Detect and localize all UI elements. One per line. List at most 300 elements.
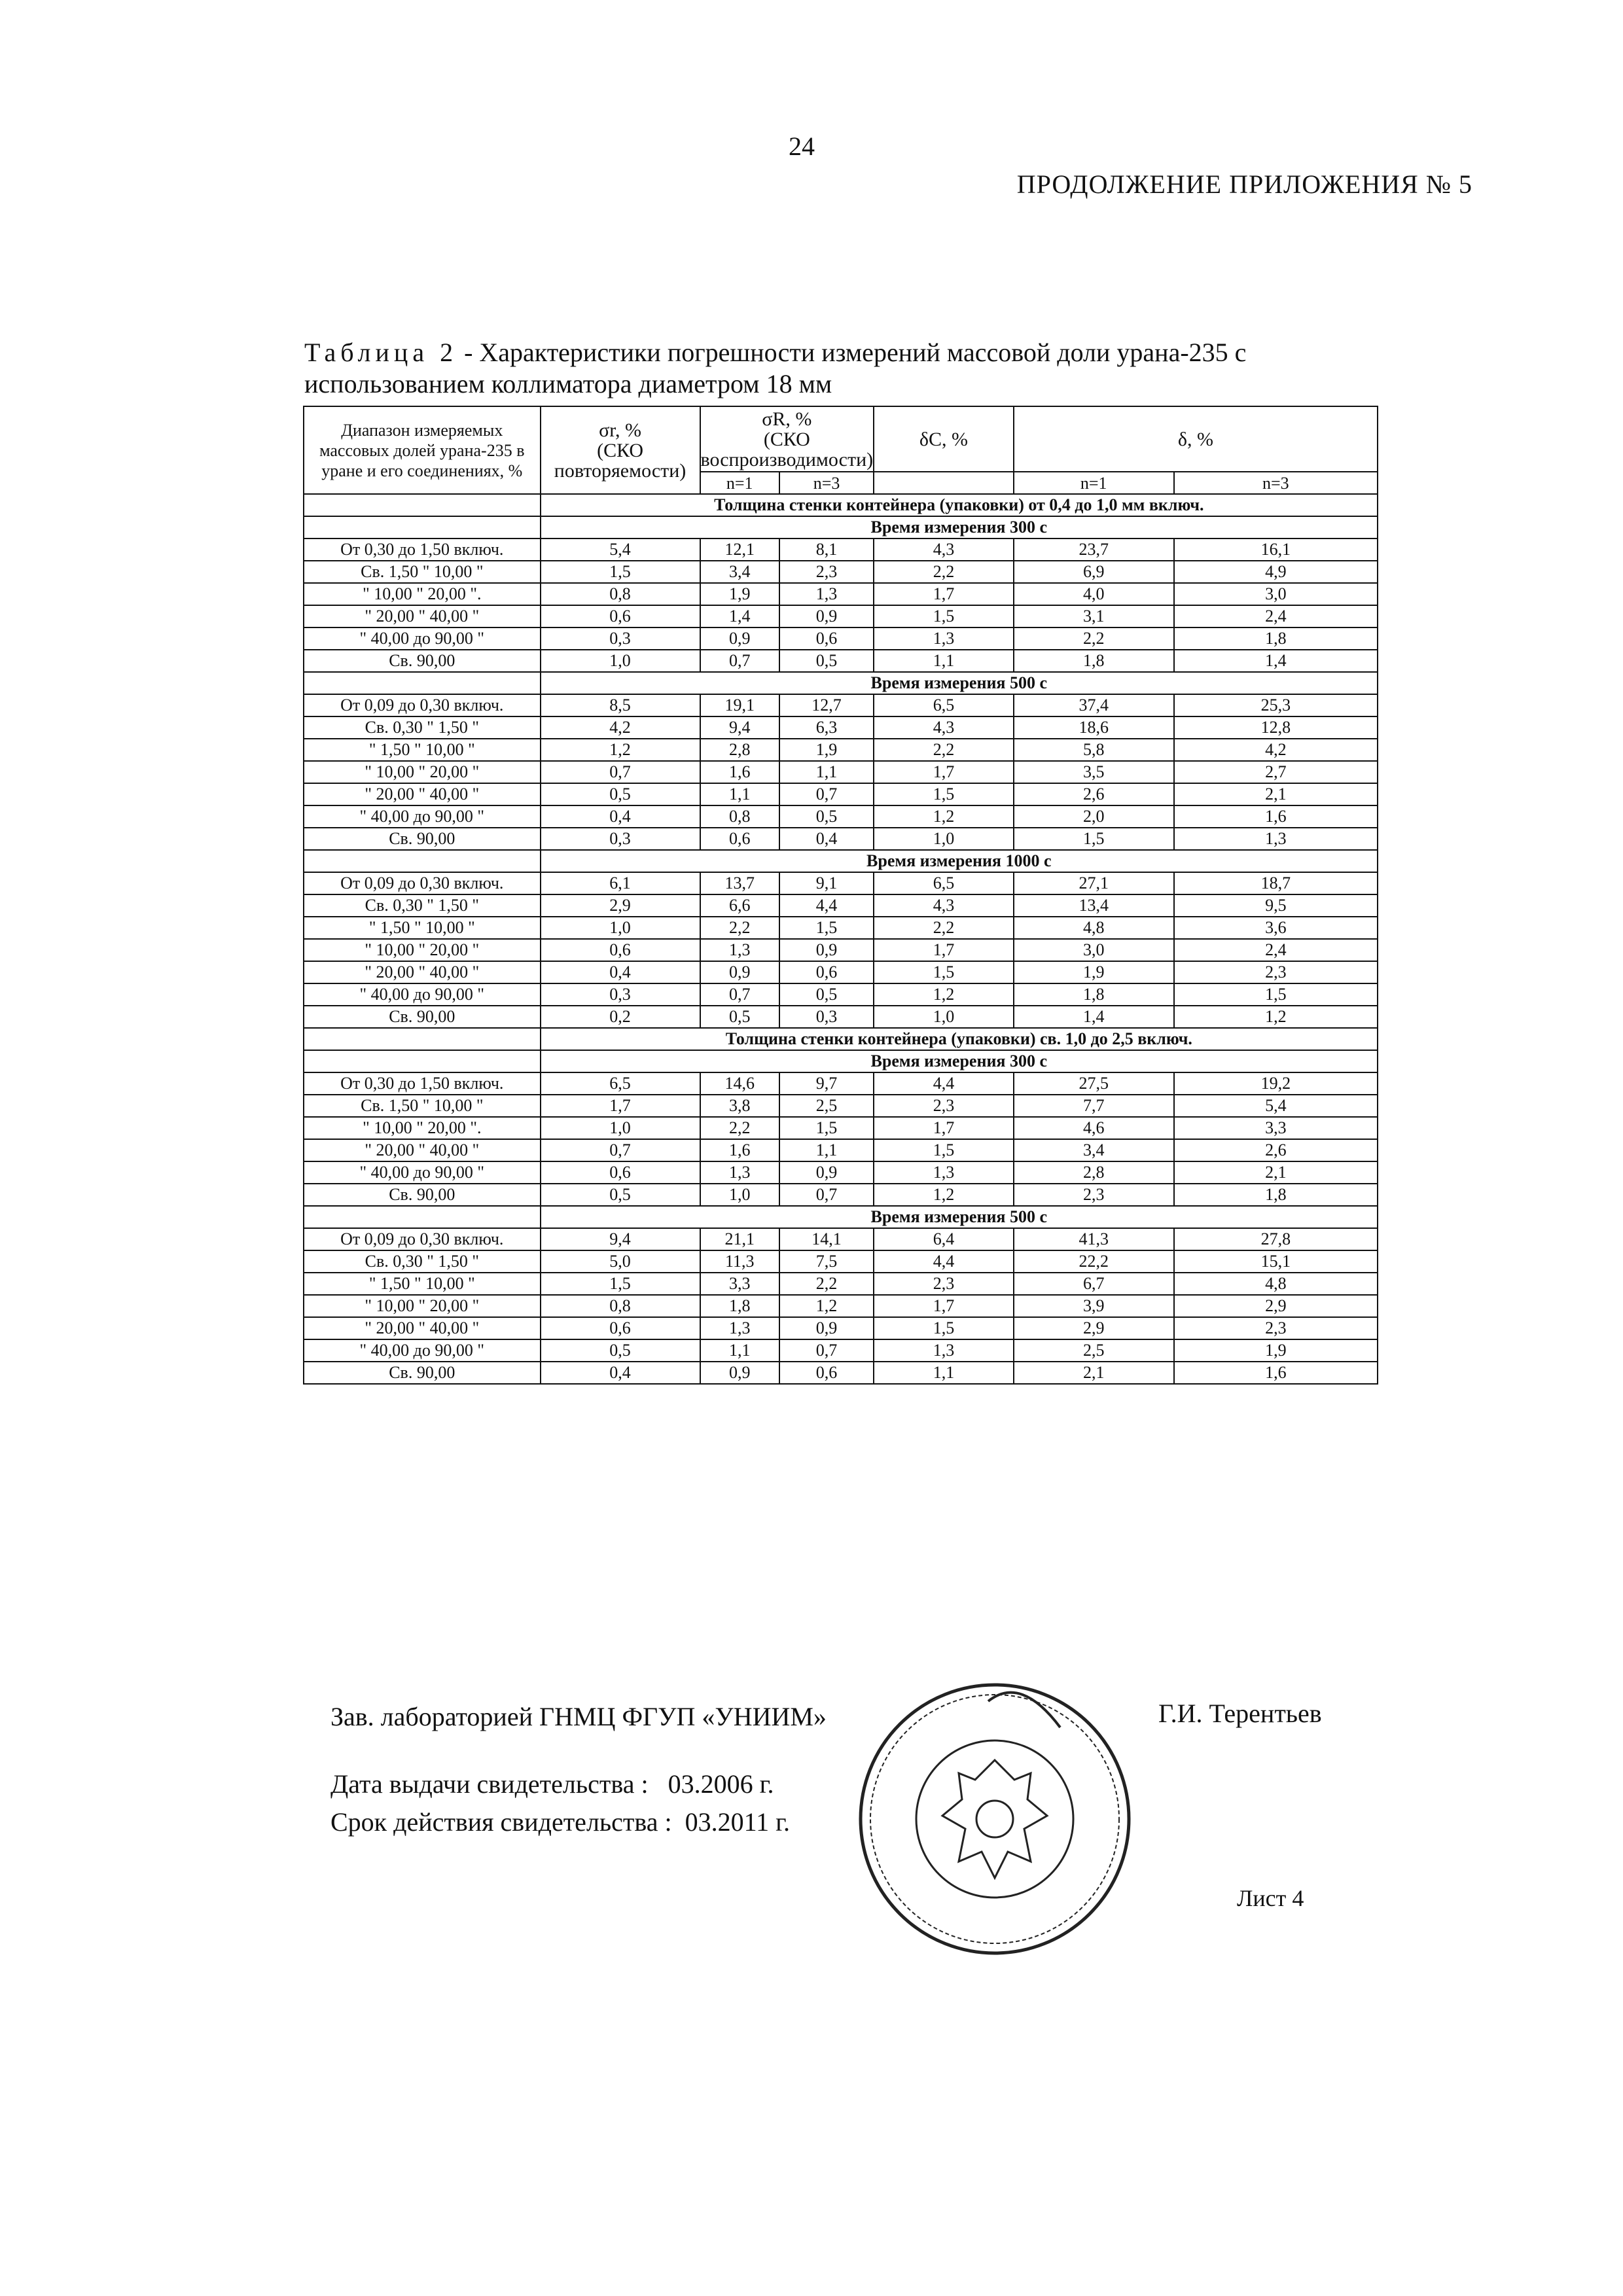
- value-cell: 1,7: [541, 1095, 700, 1117]
- table-row: [304, 605, 1378, 627]
- value-cell: 0,7: [779, 1184, 874, 1206]
- range-cell: " 10,00 " 20,00 ": [304, 939, 541, 961]
- section-title: Толщина стенки контейнера (упаковки) св. 1,0 до 2,5 включ.: [541, 1028, 1378, 1050]
- value-cell: 18,6: [1014, 716, 1174, 739]
- range-cell: " 10,00 " 20,00 ".: [304, 1117, 541, 1139]
- value-cell: 1,3: [779, 583, 874, 605]
- section-row-spacer: [304, 1028, 541, 1050]
- value-cell: 0,8: [541, 583, 700, 605]
- range-cell: Св. 90,00: [304, 1184, 541, 1206]
- range-cell: " 10,00 " 20,00 ": [304, 761, 541, 783]
- value-cell: 0,7: [541, 1139, 700, 1161]
- range-cell: Св. 1,50 " 10,00 ": [304, 1095, 541, 1117]
- value-cell: 0,3: [541, 828, 700, 850]
- value-cell: 0,3: [541, 627, 700, 650]
- time-row-spacer: [304, 850, 541, 872]
- range-cell: Св. 90,00: [304, 1362, 541, 1384]
- value-cell: 4,8: [1174, 1273, 1378, 1295]
- value-cell: 0,9: [779, 1317, 874, 1339]
- table-caption: [304, 337, 1391, 400]
- value-cell: 2,1: [1014, 1362, 1174, 1384]
- value-cell: 6,3: [779, 716, 874, 739]
- value-cell: 15,1: [1174, 1250, 1378, 1273]
- table-row: [304, 539, 1378, 561]
- range-cell: От 0,30 до 1,50 включ.: [304, 539, 541, 561]
- table-row: [304, 627, 1378, 650]
- value-cell: 1,2: [874, 805, 1014, 828]
- value-cell: 5,4: [541, 539, 700, 561]
- value-cell: 1,2: [1174, 1006, 1378, 1028]
- time-row-spacer: [304, 672, 541, 694]
- section-row-spacer: [304, 494, 541, 516]
- issue-date-label: Дата выдачи свидетельства :: [330, 1769, 649, 1799]
- value-cell: 1,2: [541, 739, 700, 761]
- header-sigma-R-n1: n=1: [700, 472, 779, 494]
- value-cell: 2,6: [1014, 783, 1174, 805]
- header-sigma-r: [541, 406, 700, 494]
- table-row: [304, 872, 1378, 894]
- value-cell: 1,2: [874, 1184, 1014, 1206]
- value-cell: 6,4: [874, 1228, 1014, 1250]
- value-cell: 3,9: [1014, 1295, 1174, 1317]
- value-cell: 12,7: [779, 694, 874, 716]
- value-cell: 8,1: [779, 539, 874, 561]
- section-row: [304, 1028, 1378, 1050]
- value-cell: 2,9: [541, 894, 700, 917]
- table-row: [304, 1228, 1378, 1250]
- range-cell: " 20,00 " 40,00 ": [304, 783, 541, 805]
- table-row: [304, 1362, 1378, 1384]
- value-cell: 8,5: [541, 694, 700, 716]
- value-cell: 4,3: [874, 716, 1014, 739]
- value-cell: 5,8: [1014, 739, 1174, 761]
- value-cell: 27,8: [1174, 1228, 1378, 1250]
- value-cell: 2,5: [779, 1095, 874, 1117]
- value-cell: 9,4: [700, 716, 779, 739]
- table-row: [304, 894, 1378, 917]
- value-cell: 0,5: [541, 1339, 700, 1362]
- header-delta-n1: n=1: [1014, 472, 1174, 494]
- range-cell: Св. 0,30 " 1,50 ": [304, 716, 541, 739]
- value-cell: 16,1: [1174, 539, 1378, 561]
- signer-name: Г.И. Терентьев: [1158, 1699, 1322, 1728]
- value-cell: 1,1: [874, 1362, 1014, 1384]
- value-cell: 9,1: [779, 872, 874, 894]
- uncertainty-table: [303, 406, 1378, 1385]
- value-cell: 3,3: [700, 1273, 779, 1295]
- value-cell: 2,4: [1174, 939, 1378, 961]
- value-cell: 1,1: [700, 783, 779, 805]
- range-cell: От 0,09 до 0,30 включ.: [304, 694, 541, 716]
- value-cell: 27,1: [1014, 872, 1174, 894]
- table-row: [304, 828, 1378, 850]
- value-cell: 0,5: [700, 1006, 779, 1028]
- header-sigma-R-sub: (СКО воспроизводимости): [700, 428, 874, 470]
- time-row: [304, 850, 1378, 872]
- value-cell: 2,9: [1174, 1295, 1378, 1317]
- value-cell: 1,0: [874, 1006, 1014, 1028]
- value-cell: 2,6: [1174, 1139, 1378, 1161]
- value-cell: 1,4: [1174, 650, 1378, 672]
- value-cell: 1,0: [541, 917, 700, 939]
- table-row: [304, 1250, 1378, 1273]
- value-cell: 0,4: [541, 961, 700, 983]
- value-cell: 1,1: [874, 650, 1014, 672]
- value-cell: 22,2: [1014, 1250, 1174, 1273]
- time-row: [304, 1206, 1378, 1228]
- value-cell: 1,6: [700, 761, 779, 783]
- value-cell: 5,4: [1174, 1095, 1378, 1117]
- value-cell: 1,2: [874, 983, 1014, 1006]
- value-cell: 1,1: [779, 761, 874, 783]
- value-cell: 6,1: [541, 872, 700, 894]
- value-cell: 1,3: [874, 627, 1014, 650]
- table-row: [304, 1095, 1378, 1117]
- value-cell: 0,3: [779, 1006, 874, 1028]
- value-cell: 1,0: [874, 828, 1014, 850]
- value-cell: 9,7: [779, 1072, 874, 1095]
- value-cell: 1,4: [1014, 1006, 1174, 1028]
- value-cell: 1,8: [1014, 650, 1174, 672]
- value-cell: 14,6: [700, 1072, 779, 1095]
- value-cell: 13,4: [1014, 894, 1174, 917]
- range-cell: " 10,00 " 20,00 ".: [304, 583, 541, 605]
- value-cell: 2,9: [1014, 1317, 1174, 1339]
- header-delta-c-empty: [874, 472, 1014, 494]
- value-cell: 1,8: [1014, 983, 1174, 1006]
- range-cell: " 1,50 " 10,00 ": [304, 917, 541, 939]
- value-cell: 1,7: [874, 1117, 1014, 1139]
- value-cell: 2,3: [874, 1273, 1014, 1295]
- header-sigma-R-n3: n=3: [779, 472, 874, 494]
- value-cell: 6,9: [1014, 561, 1174, 583]
- value-cell: 1,0: [541, 1117, 700, 1139]
- value-cell: 4,0: [1014, 583, 1174, 605]
- value-cell: 4,9: [1174, 561, 1378, 583]
- value-cell: 1,5: [541, 561, 700, 583]
- value-cell: 0,8: [541, 1295, 700, 1317]
- value-cell: 1,0: [541, 650, 700, 672]
- table-row: [304, 917, 1378, 939]
- value-cell: 4,3: [874, 894, 1014, 917]
- value-cell: 3,4: [700, 561, 779, 583]
- range-cell: " 20,00 " 40,00 ": [304, 1139, 541, 1161]
- value-cell: 1,7: [874, 1295, 1014, 1317]
- header-range: Диапазон измеряемых массовых долей урана-235 в уране и его соединениях, %: [304, 406, 541, 494]
- value-cell: 2,5: [1014, 1339, 1174, 1362]
- value-cell: 6,5: [874, 872, 1014, 894]
- table-row: [304, 1273, 1378, 1295]
- value-cell: 0,9: [779, 605, 874, 627]
- value-cell: 1,3: [874, 1161, 1014, 1184]
- value-cell: 4,3: [874, 539, 1014, 561]
- range-cell: " 40,00 до 90,00 ": [304, 805, 541, 828]
- table-row: [304, 561, 1378, 583]
- validity-value: 03.2011 г.: [685, 1807, 791, 1837]
- value-cell: 1,7: [874, 761, 1014, 783]
- value-cell: 0,9: [779, 939, 874, 961]
- value-cell: 0,9: [779, 1161, 874, 1184]
- value-cell: 1,7: [874, 583, 1014, 605]
- range-cell: Св. 0,30 " 1,50 ": [304, 894, 541, 917]
- value-cell: 1,3: [700, 1317, 779, 1339]
- value-cell: 4,6: [1014, 1117, 1174, 1139]
- value-cell: 2,8: [700, 739, 779, 761]
- official-seal-stamp: [851, 1675, 1139, 1963]
- value-cell: 0,8: [700, 805, 779, 828]
- value-cell: 1,6: [1174, 805, 1378, 828]
- value-cell: 0,9: [700, 961, 779, 983]
- range-cell: От 0,09 до 0,30 включ.: [304, 1228, 541, 1250]
- table-row: [304, 1117, 1378, 1139]
- table-row: [304, 805, 1378, 828]
- value-cell: 2,3: [779, 561, 874, 583]
- value-cell: 0,5: [541, 1184, 700, 1206]
- table-row: [304, 1161, 1378, 1184]
- value-cell: 4,8: [1014, 917, 1174, 939]
- table-row: [304, 694, 1378, 716]
- table-row: [304, 583, 1378, 605]
- lab-head-line: Зав. лабораторией ГНМЦ ФГУП «УНИИМ»: [330, 1702, 827, 1731]
- value-cell: 12,8: [1174, 716, 1378, 739]
- value-cell: 0,6: [541, 1317, 700, 1339]
- value-cell: 2,2: [700, 1117, 779, 1139]
- header-sigma-R-symbol: σR, %: [762, 408, 812, 430]
- value-cell: 2,1: [1174, 1161, 1378, 1184]
- validity-label: Срок действия свидетельства :: [330, 1807, 672, 1837]
- table-row: [304, 761, 1378, 783]
- value-cell: 1,0: [700, 1184, 779, 1206]
- value-cell: 1,5: [874, 783, 1014, 805]
- section-title: Толщина стенки контейнера (упаковки) от 0,4 до 1,0 мм включ.: [541, 494, 1378, 516]
- table-row: [304, 783, 1378, 805]
- value-cell: 0,3: [541, 983, 700, 1006]
- range-cell: " 20,00 " 40,00 ": [304, 961, 541, 983]
- range-cell: " 40,00 до 90,00 ": [304, 627, 541, 650]
- time-row: [304, 672, 1378, 694]
- value-cell: 1,4: [700, 605, 779, 627]
- value-cell: 1,3: [874, 1339, 1014, 1362]
- table-body: [304, 494, 1378, 1384]
- value-cell: 1,9: [779, 739, 874, 761]
- value-cell: 2,3: [1174, 961, 1378, 983]
- value-cell: 3,4: [1014, 1139, 1174, 1161]
- page-number: 24: [789, 132, 815, 161]
- measurement-time: Время измерения 1000 с: [541, 850, 1378, 872]
- value-cell: 6,7: [1014, 1273, 1174, 1295]
- value-cell: 1,6: [700, 1139, 779, 1161]
- value-cell: 19,1: [700, 694, 779, 716]
- table-row: [304, 739, 1378, 761]
- value-cell: 1,2: [779, 1295, 874, 1317]
- value-cell: 19,2: [1174, 1072, 1378, 1095]
- range-cell: Св. 90,00: [304, 650, 541, 672]
- value-cell: 9,4: [541, 1228, 700, 1250]
- table-row: [304, 1295, 1378, 1317]
- range-cell: Св. 0,30 " 1,50 ": [304, 1250, 541, 1273]
- time-row: [304, 1050, 1378, 1072]
- value-cell: 0,4: [541, 805, 700, 828]
- value-cell: 3,8: [700, 1095, 779, 1117]
- table-row: [304, 650, 1378, 672]
- value-cell: 13,7: [700, 872, 779, 894]
- value-cell: 2,2: [700, 917, 779, 939]
- value-cell: 0,6: [541, 605, 700, 627]
- measurement-time: Время измерения 300 с: [541, 1050, 1378, 1072]
- measurement-time: Время измерения 500 с: [541, 1206, 1378, 1228]
- value-cell: 1,5: [874, 1317, 1014, 1339]
- value-cell: 14,1: [779, 1228, 874, 1250]
- value-cell: 1,8: [1174, 1184, 1378, 1206]
- value-cell: 1,5: [1174, 983, 1378, 1006]
- table-row: [304, 1339, 1378, 1362]
- table-row: [304, 961, 1378, 983]
- value-cell: 18,7: [1174, 872, 1378, 894]
- sheet-number: Лист 4: [1237, 1885, 1304, 1911]
- value-cell: 6,5: [874, 694, 1014, 716]
- range-cell: Св. 1,50 " 10,00 ": [304, 561, 541, 583]
- value-cell: 0,5: [779, 805, 874, 828]
- value-cell: 2,3: [1014, 1184, 1174, 1206]
- value-cell: 1,9: [700, 583, 779, 605]
- value-cell: 7,5: [779, 1250, 874, 1273]
- value-cell: 21,1: [700, 1228, 779, 1250]
- range-cell: " 20,00 " 40,00 ": [304, 605, 541, 627]
- value-cell: 2,7: [1174, 761, 1378, 783]
- value-cell: 3,6: [1174, 917, 1378, 939]
- value-cell: 2,0: [1014, 805, 1174, 828]
- appendix-continuation-heading: ПРОДОЛЖЕНИЕ ПРИЛОЖЕНИЯ № 5: [1016, 169, 1472, 199]
- range-cell: Св. 90,00: [304, 1006, 541, 1028]
- value-cell: 12,1: [700, 539, 779, 561]
- value-cell: 0,6: [779, 627, 874, 650]
- table-row: [304, 939, 1378, 961]
- value-cell: 1,8: [1174, 627, 1378, 650]
- value-cell: 9,5: [1174, 894, 1378, 917]
- range-cell: " 1,50 " 10,00 ": [304, 739, 541, 761]
- value-cell: 0,6: [541, 1161, 700, 1184]
- value-cell: 3,3: [1174, 1117, 1378, 1139]
- range-cell: Св. 90,00: [304, 828, 541, 850]
- value-cell: 0,7: [779, 1339, 874, 1362]
- value-cell: 1,3: [700, 1161, 779, 1184]
- value-cell: 0,6: [541, 939, 700, 961]
- value-cell: 3,0: [1014, 939, 1174, 961]
- value-cell: 4,4: [779, 894, 874, 917]
- value-cell: 7,7: [1014, 1095, 1174, 1117]
- range-cell: От 0,09 до 0,30 включ.: [304, 872, 541, 894]
- value-cell: 3,0: [1174, 583, 1378, 605]
- value-cell: 2,3: [874, 1095, 1014, 1117]
- header-sigma-r-sub: (СКО повторяемости): [554, 439, 687, 482]
- validity-line: [330, 1803, 827, 1841]
- value-cell: 25,3: [1174, 694, 1378, 716]
- value-cell: 1,5: [779, 1117, 874, 1139]
- value-cell: 6,6: [700, 894, 779, 917]
- value-cell: 1,1: [700, 1339, 779, 1362]
- value-cell: 1,5: [779, 917, 874, 939]
- value-cell: 1,9: [1014, 961, 1174, 983]
- measurement-time: Время измерения 500 с: [541, 672, 1378, 694]
- value-cell: 0,7: [700, 983, 779, 1006]
- value-cell: 0,4: [779, 828, 874, 850]
- range-cell: " 10,00 " 20,00 ": [304, 1295, 541, 1317]
- value-cell: 1,8: [700, 1295, 779, 1317]
- table-row: [304, 1317, 1378, 1339]
- value-cell: 27,5: [1014, 1072, 1174, 1095]
- value-cell: 41,3: [1014, 1228, 1174, 1250]
- header-delta-c: δC, %: [874, 406, 1014, 472]
- time-row-spacer: [304, 516, 541, 539]
- value-cell: 0,5: [779, 650, 874, 672]
- table-caption-text: - Характеристики погрешности измерений массовой доли урана-235 с использованием коллиматора диаметром 18 мм: [304, 338, 1247, 398]
- value-cell: 5,0: [541, 1250, 700, 1273]
- table-row: [304, 716, 1378, 739]
- value-cell: 4,2: [1174, 739, 1378, 761]
- measurement-time: Время измерения 300 с: [541, 516, 1378, 539]
- value-cell: 2,2: [1014, 627, 1174, 650]
- range-cell: " 40,00 до 90,00 ": [304, 983, 541, 1006]
- value-cell: 1,7: [874, 939, 1014, 961]
- table-row: [304, 1139, 1378, 1161]
- value-cell: 0,6: [779, 1362, 874, 1384]
- value-cell: 4,4: [874, 1072, 1014, 1095]
- value-cell: 2,4: [1174, 605, 1378, 627]
- value-cell: 1,1: [779, 1139, 874, 1161]
- signature-block: [330, 1698, 827, 1841]
- value-cell: 0,4: [541, 1362, 700, 1384]
- value-cell: 1,6: [1174, 1362, 1378, 1384]
- value-cell: 2,8: [1014, 1161, 1174, 1184]
- table-row: [304, 1184, 1378, 1206]
- issue-date-value: 03.2006 г.: [668, 1769, 774, 1799]
- time-row-spacer: [304, 1206, 541, 1228]
- header-sigma-R: [700, 406, 874, 472]
- value-cell: 4,4: [874, 1250, 1014, 1273]
- table-row: [304, 1006, 1378, 1028]
- range-cell: От 0,30 до 1,50 включ.: [304, 1072, 541, 1095]
- time-row-spacer: [304, 1050, 541, 1072]
- value-cell: 2,3: [1174, 1317, 1378, 1339]
- value-cell: 0,5: [541, 783, 700, 805]
- range-cell: " 20,00 " 40,00 ": [304, 1317, 541, 1339]
- value-cell: 0,9: [700, 627, 779, 650]
- value-cell: 1,9: [1174, 1339, 1378, 1362]
- value-cell: 0,5: [779, 983, 874, 1006]
- header-delta-n3: n=3: [1174, 472, 1378, 494]
- value-cell: 2,2: [779, 1273, 874, 1295]
- range-cell: " 40,00 до 90,00 ": [304, 1339, 541, 1362]
- value-cell: 0,7: [700, 650, 779, 672]
- value-cell: 0,9: [700, 1362, 779, 1384]
- value-cell: 3,1: [1014, 605, 1174, 627]
- value-cell: 2,2: [874, 739, 1014, 761]
- value-cell: 37,4: [1014, 694, 1174, 716]
- value-cell: 0,6: [700, 828, 779, 850]
- header-delta: δ, %: [1014, 406, 1378, 472]
- value-cell: 2,2: [874, 917, 1014, 939]
- value-cell: 3,5: [1014, 761, 1174, 783]
- issue-date-line: [330, 1765, 827, 1803]
- value-cell: 0,7: [541, 761, 700, 783]
- value-cell: 0,7: [779, 783, 874, 805]
- table-row: [304, 983, 1378, 1006]
- value-cell: 2,2: [874, 561, 1014, 583]
- value-cell: 1,5: [874, 605, 1014, 627]
- value-cell: 1,5: [874, 961, 1014, 983]
- value-cell: 4,2: [541, 716, 700, 739]
- value-cell: 0,2: [541, 1006, 700, 1028]
